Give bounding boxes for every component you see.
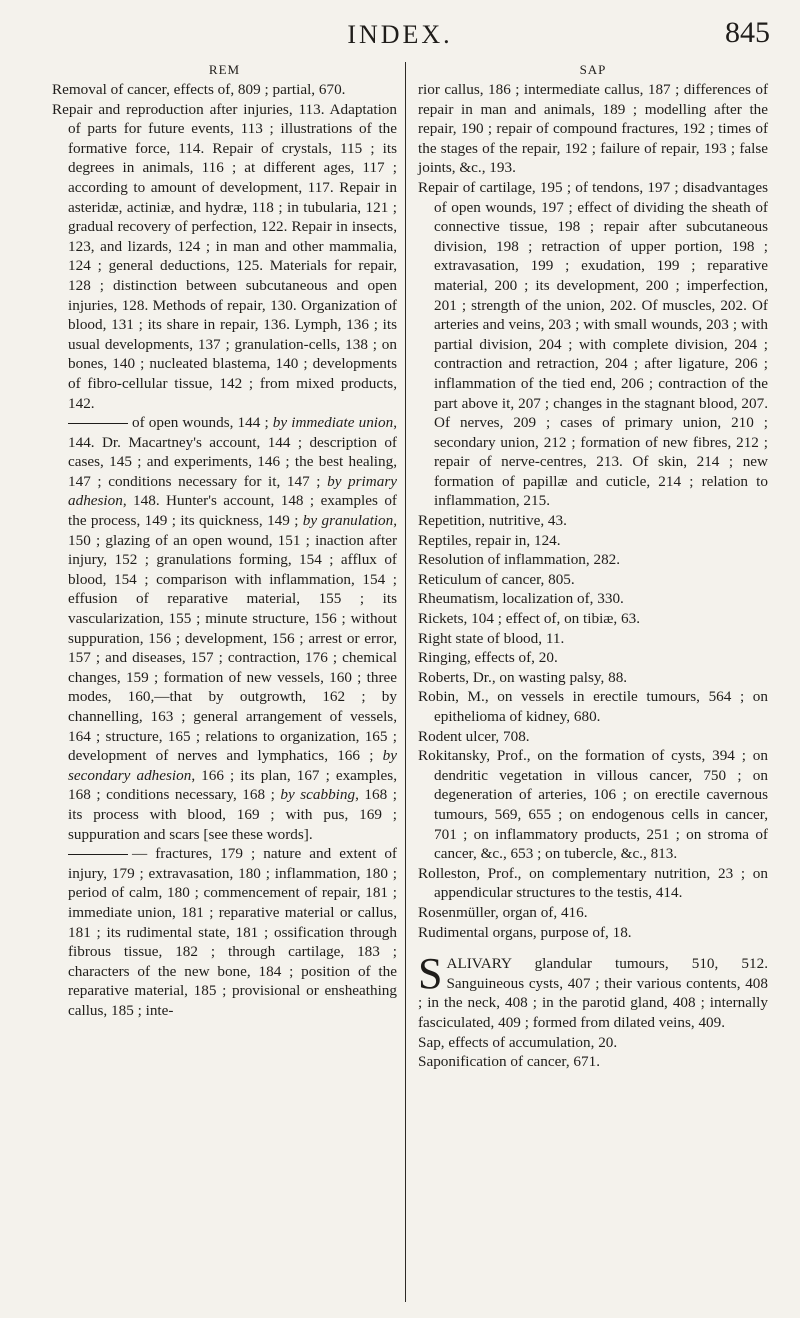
left-column [52,62,397,1021]
index-entry: Saponification of cancer, 671. [418,1053,600,1071]
index-entry: Roberts, Dr., on wasting palsy, 88. [418,668,628,686]
page-title: INDEX. [347,20,453,49]
index-entry: Reticulum of cancer, 805. [418,570,575,588]
index-entry: Rickets, 104 ; effect of, on tibiæ, 63. [418,610,641,628]
index-entry: Repair of cartilage, 195 ; of tendons, 197 ; disadvantages of open wounds, 197 ; effect of dividing the sheath of connective tissue, 198 ; repair after subcutaneous division, 198 ; retraction of upper portion, 198 ; extravasation, 199 ; exudation, 199 ; reparative material, 200 ; its development, 200 ; imperfection, 201 ; strength of the union, 202. Of muscles, 202. Of arteries and veins, 203 ; with small wounds, 203 ; with partial division, 204 ; with complete division, 204 ; contraction and retraction, 204 ; after ligature, 206 ; inflammation of the tied end, 206 ; contraction of the part above it, 207 ; changes in the stagnant blood, 207. Of nerves, 209 ; cases of primary union, 210 ; secondary union, 212 ; formation of new fibres, 212 ; repair of nerve-centres, 213. Of skin, 214 ; new formation of papillæ and cuticle, 214 ; relation to inflammation, 215. [418,178,768,510]
index-entry: Reptiles, repair in, 124. [418,531,561,549]
column-divider [405,62,406,1302]
index-entry: Repair and reproduction after injuries, 113. Adaptation of parts for future events, 113 ; illustrations of the formative force, 114. Repair of crystals, 115 ; its degrees in animals, 116 ; at different ages, 117 ; according to amount of development, 117. Repair in asteridæ, actiniæ, and hydræ, 118 ; in tubularia, 121 ; gradual recovery of perfection, 122. Repair in insects, 123, and lizards, 124 ; in man and other mammalia, 124 ; general deductions, 125. Materials for repair, 128 ; distinction between subcutaneous and open injuries, 128. Methods of repair, 130. Organization of blood, 131 ; its share in repair, 136. Lymph, 136 ; its usual developments, 137 ; granulation-cells, 138 ; on bones, 140 ; nucleated blastema, 140 ; developments of fibro-cellular tissue, 142 ; from mixed products, 142. [52,100,397,412]
page-number: 845 [725,16,770,49]
dash-rule [68,854,128,855]
right-running-head: SAP [579,62,607,77]
index-entry: Ringing, effects of, 20. [418,649,558,667]
drop-cap: S [418,949,443,999]
index-subentry: — fractures, 179 ; nature and extent of injury, 179 ; extravasation, 180 ; inflammation, 180 ; period of calm, 180 ; commencement of repair, 181 ; immediate union, 181 ; reparative material or callus, 181 ; its rudimental state, 181 ; ossification through fibrous tissue, 182 ; through cartilage, 183 ; characters of the new bone, 184 ; position of the reparative material, 185 ; provisional or ensheathing callus, 185 ; inte- [68,845,397,1019]
index-subentry: of open wounds, 144 ; by immediate union, 144. Dr. Macartney's account, 144 ; description of cases, 145 ; and experiments, 146 ; the best healing, 147 ; conditions necessary for it, 147 ; by primary adhesion, 148. Hunter's account, 148 ; examples of the process, 149 ; its quickness, 149 ; by granulation, 150 ; glazing of an open wound, 151 ; inaction after injury, 152 ; granulations forming, 154 ; afflux of blood, 154 ; comparison with inflammation, 154 ; effusion of reparative material, 155 ; its vascularization, 155 ; minute structure, 156 ; without suppuration, 156 ; development, 156 ; arrest or error, 157 ; and diseases, 157 ; contraction, 176 ; chemical changes, 159 ; formation of new vessels, 160 ; three modes, 160,—that by outgrowth, 162 ; by channelling, 163 ; general arrangement of vessels, 164 ; structure, 165 ; relations to organization, 165 ; development of nerves and lymphatics, 166 ; by secondary adhesion, 166 ; its plan, 167 ; examples, 168 ; conditions necessary, 168 ; by scabbing, 168 ; its process with blood, 169 ; with pus, 169 ; suppuration and scars [see these words]. [68,414,398,843]
right-column [418,62,768,1072]
section-s-text: ALIVARY glandular tumours, 510, 512. Sanguineous cysts, 407 ; their various contents, 408 ; in the neck, 408 ; in the parotid gland, 408 ; internally fasciculated, 409 ; formed from dilated veins, 409. [418,955,768,1031]
index-entry: Sap, effects of accumulation, 20. [418,1033,618,1051]
index-entry-continued: rior callus, 186 ; intermediate callus, 187 ; differences of repair in man and animals, 189 ; modelling after the repair, 190 ; repair of compound fractures, 192 ; times of the stages of the repair, 192 ; failure of repair, 193 ; false joints, &c., 193. [418,81,768,177]
index-entry: Rokitansky, Prof., on the formation of cysts, 394 ; on dendritic vegetation in villous cancer, 750 ; on degeneration of arteries, 106 ; on erectile cavernous tumours, 569, 655 ; on endogenous cells in cancer, 701 ; on inflammatory products, 251 ; on stroma of cancer, &c., 653 ; on tubercle, &c., 813. [418,747,768,863]
index-entry: Rudimental organs, purpose of, 18. [418,923,632,941]
index-entry: Robin, M., on vessels in erectile tumours, 564 ; on epithelioma of kidney, 680. [418,688,768,725]
index-entry: Right state of blood, 11. [418,629,565,647]
index-entry: Rodent ulcer, 708. [418,727,530,745]
dash-rule [68,423,128,424]
index-entry: Rosenmüller, organ of, 416. [418,903,588,921]
index-entry: Rheumatism, localization of, 330. [418,590,624,608]
index-entry: Resolution of inflammation, 282. [418,551,621,569]
index-entry: Rolleston, Prof., on complementary nutrition, 23 ; on appendicular structures to the testis, 414. [418,864,768,902]
page-header [0,16,800,58]
index-entry: Removal of cancer, effects of, 809 ; partial, 670. [52,81,346,98]
left-running-head: REM [208,62,241,77]
section-s-start [418,949,768,1032]
index-entry: Repetition, nutritive, 43. [418,512,567,530]
